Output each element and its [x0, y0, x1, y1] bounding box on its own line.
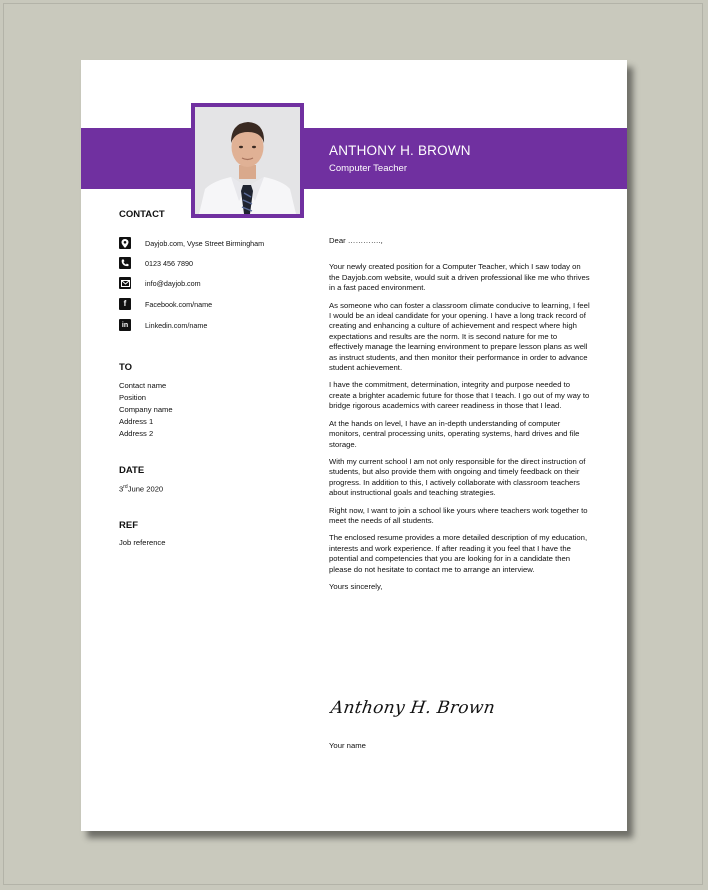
profile-photo-frame — [191, 103, 304, 218]
applicant-name: ANTHONY H. BROWN — [329, 143, 471, 158]
letter-salutation: Dear …………., — [329, 236, 383, 245]
to-company-name: Company name — [119, 405, 173, 414]
contact-facebook-text: Facebook.com/name — [145, 299, 213, 309]
ref-heading: REF — [119, 520, 138, 531]
person-portrait-icon — [195, 107, 300, 214]
date-heading: DATE — [119, 465, 145, 476]
contact-linkedin-row — [119, 318, 207, 332]
date-day-suffix: rd — [123, 484, 128, 490]
contact-phone-row — [119, 256, 193, 270]
date-rest: June 2020 — [127, 484, 164, 494]
applicant-job-title: Computer Teacher — [329, 163, 407, 174]
to-position: Position — [119, 393, 147, 402]
letter-paragraph: With my current school I am not only responsible for the direct instruction of students, but also provide them with ongoing and timely feedback on their progress. In addition to this, I actively collaborate with classroom teachers about instructional goals and teaching strategies. — [329, 456, 586, 498]
ref-value: Job reference — [119, 538, 166, 547]
profile-photo — [195, 107, 300, 214]
letter-body — [329, 236, 591, 599]
to-address-1: Address 1 — [119, 417, 154, 426]
handwritten-signature: Anthony H. Brown — [329, 698, 497, 718]
to-contact-name: Contact name — [119, 381, 167, 390]
letter-closing: Yours sincerely, — [329, 581, 383, 591]
contact-email-row — [119, 276, 201, 290]
contact-linkedin-text: Linkedin.com/name — [145, 320, 208, 330]
date-day: 3 — [119, 484, 124, 494]
contact-address-row — [119, 236, 264, 250]
email-icon — [119, 277, 131, 289]
linkedin-icon: in — [119, 319, 131, 331]
contact-phone-text: 0123 456 7890 — [145, 258, 193, 268]
cover-letter-page — [81, 60, 627, 831]
facebook-icon: f — [119, 298, 131, 310]
to-heading: TO — [119, 362, 133, 373]
signoff-name: Your name — [329, 741, 366, 750]
contact-address-text: Dayjob.com, Vyse Street Birmingham — [145, 238, 265, 248]
letter-paragraph: At the hands on level, I have an in-depth understanding of computer monitors, central processing units, operating systems, hard drives and file storage. — [329, 418, 580, 449]
to-address-2: Address 2 — [119, 429, 154, 438]
letter-paragraph: I have the commitment, determination, integrity and purpose needed to create a brighter academic future for those that I teach. I go out of my way to bridge rigorous academics with career readiness in those that I lead. — [329, 380, 590, 411]
header-band — [81, 128, 627, 189]
letter-paragraph: Right now, I want to join a school like yours where teachers work together to meet the needs of all students. — [329, 505, 588, 525]
phone-icon — [119, 257, 131, 269]
contact-facebook-row — [119, 297, 212, 311]
location-pin-icon — [119, 237, 131, 249]
letter-paragraph: The enclosed resume provides a more detailed description of my education, interests and work experience. If after reading it you feel that I have the potential and competencies that you are looking for in a candidate then please do not hesitate to contact me to arrange an interview. — [329, 533, 588, 574]
contact-heading: CONTACT — [119, 209, 165, 220]
contact-email-text: info@dayjob.com — [145, 278, 201, 288]
letter-paragraph: As someone who can foster a classroom climate conducive to learning, I feel I would be an ideal candidate for your opening. I have a long track record of creating and enhancing a culture of achievement and respect where high expectations and results are the norm. It is second nature for me to effectively manage the learning environment to prepare lesson plans as well as instruct students, and then monitor their performance in order to advance student achievement. — [329, 300, 590, 373]
date-value — [119, 484, 163, 494]
letter-paragraph: Your newly created position for a Computer Teacher, which I saw today on the Dayjob.com website, would suit a driven professional like me who thrives in a fast paced environment. — [329, 262, 590, 293]
